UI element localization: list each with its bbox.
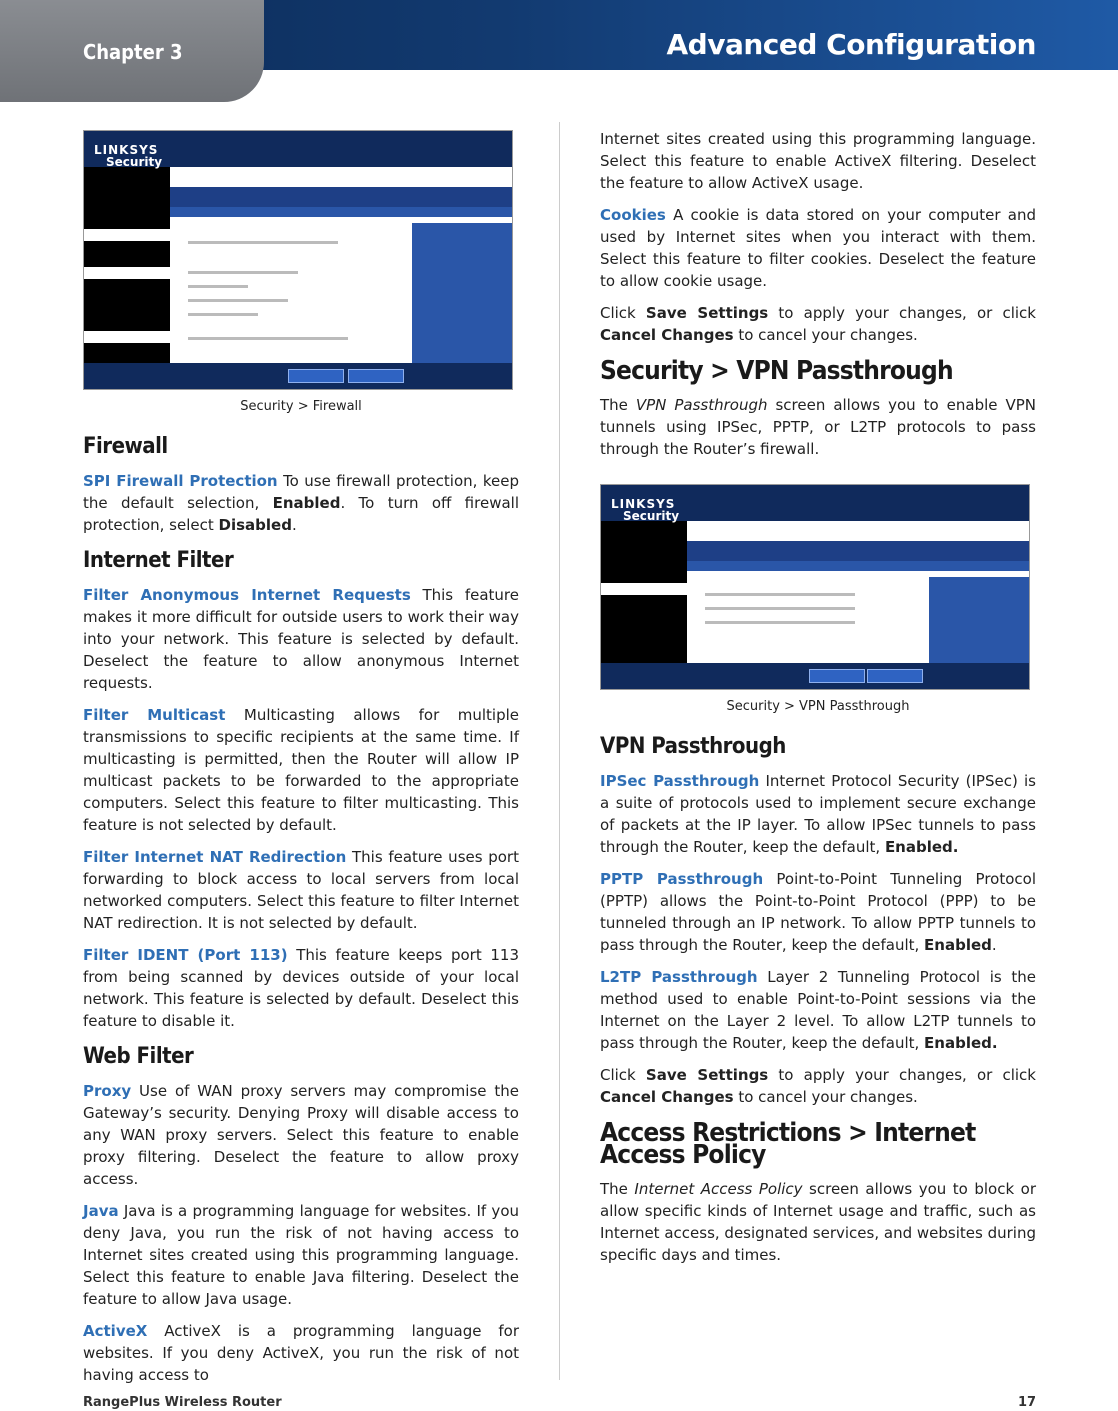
term: Filter IDENT (Port 113) <box>83 946 288 964</box>
text: Point-to-Point Tunneling Protocol (PPTP) allows the Point-to-Point Protocol (PPP) to be tunneled through an IP network. To allow PPTP tunnels to pass through the Router, keep the default, <box>600 870 1036 954</box>
screenshot-line <box>188 313 258 316</box>
italic-text: VPN Passthrough <box>635 396 768 414</box>
chapter-label: Chapter 3 <box>83 40 183 64</box>
text: Multicasting allows for multiple transmissions to specific recipients at the same time. If multicasting is permitted, then the Router will allow IP multicast packets to be forwarded to the appropriate computers. Select this feature to filter multicasting. This feature is not selected by default. <box>83 706 519 834</box>
text: This feature keeps port 113 from being scanned by devices outside of your local network. This feature is selected by default. Deselect this feature to disable it. <box>83 946 519 1030</box>
screenshot-line <box>188 285 248 288</box>
text: This feature uses port forwarding to block access to local servers from local networked computers. Select this feature to filter Internet NAT redirection. It is not selected by default. <box>83 848 519 932</box>
paragraph-click-1 <box>600 302 1036 346</box>
screenshot-line <box>705 607 855 610</box>
screenshot-line <box>188 271 298 274</box>
screenshot-section-title: Security <box>623 509 680 523</box>
text: To use firewall protection, keep the default selection, <box>83 472 519 512</box>
bold-text: Enabled. <box>924 1034 998 1052</box>
text: . <box>291 516 297 534</box>
screenshot-line <box>188 337 348 340</box>
paragraph-spi <box>83 470 519 536</box>
figure-caption: Security > VPN Passthrough <box>726 699 910 714</box>
text: . To turn off firewall protection, select <box>83 494 519 534</box>
text: to apply your changes, or click <box>768 1066 1036 1084</box>
text: ActiveX is a programming language for websites. If you deny ActiveX, you run the risk of not having access to <box>83 1322 519 1384</box>
text: Click <box>600 304 646 322</box>
paragraph-activex <box>83 1320 519 1386</box>
screenshot-save-button <box>809 669 865 683</box>
text: . <box>991 936 997 954</box>
term: Java <box>83 1202 119 1220</box>
screenshot-line <box>188 241 338 244</box>
text: screen allows you to enable VPN tunnels using IPSec, PPTP, or L2TP protocols to pass through the Router’s firewall. <box>600 396 1036 458</box>
screenshot-nav <box>170 187 512 207</box>
screenshot-side-label <box>84 229 170 241</box>
paragraph-java <box>83 1200 519 1310</box>
bold-text: Enabled <box>924 936 992 954</box>
screenshot-nav <box>687 541 1029 561</box>
paragraph-nat <box>83 846 519 934</box>
right-column <box>600 128 1036 1276</box>
text: The <box>600 1180 635 1198</box>
column-divider <box>559 122 560 1380</box>
left-column <box>83 120 519 1396</box>
internet-filter-heading: Internet Filter <box>83 548 234 573</box>
screenshot-content <box>697 577 924 663</box>
text: Java is a programming language for websites. If you deny Java, you run the risk of not having access to Internet sites created using this programming language. Select this feature to enable Java filtering. Deselect the feature to allow Java usage. <box>83 1202 519 1308</box>
paragraph-click-2 <box>600 1064 1036 1108</box>
bold-text: Save Settings <box>645 304 769 322</box>
term: L2TP Passthrough <box>600 968 758 986</box>
italic-text: Internet Access Policy <box>634 1180 803 1198</box>
term: IPSec Passthrough <box>600 772 760 790</box>
term: Filter Internet NAT Redirection <box>83 848 347 866</box>
footer-product: RangePlus Wireless Router <box>83 1395 282 1410</box>
screenshot-line <box>705 621 855 624</box>
screenshot-cancel-button <box>867 669 923 683</box>
access-heading: Access Restrictions > Internet Access Policy <box>600 1118 976 1170</box>
bold-text: Cancel Changes <box>600 1088 734 1106</box>
text: This feature makes it more difficult for outside users to work their way into your network. This feature is selected by default. Deselect the feature to allow anonymous Internet requests. <box>83 586 519 692</box>
text: to apply your changes, or click <box>768 304 1036 322</box>
paragraph-anon <box>83 584 519 694</box>
screenshot-help-panel <box>929 577 1029 663</box>
bold-text: Disabled <box>218 516 292 534</box>
screenshot-content <box>180 223 407 363</box>
paragraph-multicast <box>83 704 519 836</box>
term: Filter Multicast <box>83 706 226 724</box>
paragraph-activex-cont: Internet sites created using this programming language. Select this feature to enable ActiveX filtering. Deselect the feature to allow ActiveX usage. <box>600 130 1036 192</box>
linksys-logo: LINKSYS <box>611 497 676 511</box>
text: A cookie is data stored on your computer and used by Internet sites when you interact with them. Select this feature to filter cookies. Deselect the feature to allow cookie usage. <box>600 206 1036 290</box>
screenshot-subnav <box>687 561 1029 571</box>
term: Cookies <box>600 206 666 224</box>
vpn-heading: Security > VPN Passthrough <box>600 356 953 386</box>
web-filter-heading: Web Filter <box>83 1044 194 1069</box>
bold-text: Cancel Changes <box>600 326 734 344</box>
text: Internet Protocol Security (IPSec) is a suite of protocols used to implement secure exchange of packets at the IP layer. To allow IPSec tunnels to pass through the Router, keep the default, <box>600 772 1036 856</box>
paragraph-cookies <box>600 204 1036 292</box>
firewall-screenshot <box>83 130 513 390</box>
screenshot-side-label <box>84 331 170 343</box>
term: Filter Anonymous Internet Requests <box>83 586 411 604</box>
text: Click <box>600 1066 646 1084</box>
bold-text: Enabled. <box>884 838 959 856</box>
text: Layer 2 Tunneling Protocol is the method used to enable Point-to-Point sessions via the Internet on the Layer 2 level. To allow L2TP tunnels to pass through the Router, keep the default, <box>600 968 1036 1052</box>
bold-text: Save Settings <box>645 1066 769 1084</box>
screenshot-help-panel <box>412 223 512 363</box>
screenshot-line <box>188 299 288 302</box>
firewall-heading: Firewall <box>83 434 168 459</box>
text: to cancel your changes. <box>733 326 918 344</box>
paragraph-ipsec <box>600 770 1036 858</box>
paragraph-access <box>600 1178 1036 1266</box>
text: screen allows you to block or allow specific kinds of Internet usage and traffic, such as Internet access, designated services, and websites during specific days and times. <box>600 1180 1036 1264</box>
paragraph-ident <box>83 944 519 1032</box>
vpn-screenshot <box>600 484 1030 690</box>
text: Use of WAN proxy servers may compromise the Gateway’s security. Denying Proxy will disable access to any WAN proxy servers. Select this feature to enable proxy filtering. Deselect the feature to allow proxy access. <box>83 1082 519 1188</box>
paragraph-proxy <box>83 1080 519 1190</box>
text: to cancel your changes. <box>733 1088 918 1106</box>
term: Proxy <box>83 1082 132 1100</box>
screenshot-side-label <box>601 583 687 595</box>
screenshot-side-label <box>84 267 170 279</box>
screenshot-subnav <box>170 207 512 217</box>
paragraph-vpn-intro <box>600 394 1036 460</box>
screenshot-cancel-button <box>348 369 404 383</box>
paragraph-l2tp <box>600 966 1036 1054</box>
term: SPI Firewall Protection <box>83 472 278 490</box>
screenshot-line <box>705 593 855 596</box>
header-title: Advanced Configuration <box>666 28 1036 61</box>
term: PPTP Passthrough <box>600 870 764 888</box>
text: The <box>600 396 636 414</box>
bold-text: Enabled <box>272 494 341 512</box>
term: ActiveX <box>83 1322 148 1340</box>
vpn-sub-heading: VPN Passthrough <box>600 734 786 759</box>
paragraph-pptp <box>600 868 1036 956</box>
footer-page-number: 17 <box>1018 1395 1037 1410</box>
screenshot-save-button <box>288 369 344 383</box>
screenshot-section-title: Security <box>106 155 163 169</box>
linksys-logo: LINKSYS <box>94 143 159 157</box>
figure-caption: Security > Firewall <box>240 399 362 414</box>
